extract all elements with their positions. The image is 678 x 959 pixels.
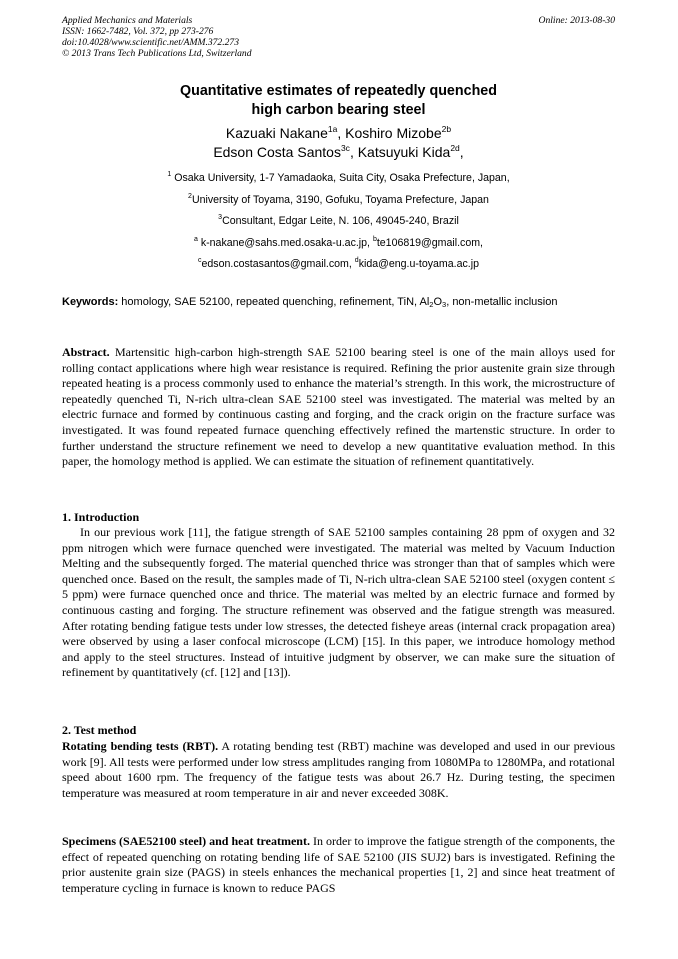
affiliation-1 [62,168,615,190]
author-sep: , [349,144,358,160]
email-line-1 [62,233,615,255]
author-name: Katsuyuki Kida [357,144,451,160]
email-sup: a [193,235,198,243]
affil-text: Osaka University, 1-7 Yamadaoka, Suita City, Osaka Prefecture, Japan, [171,172,510,184]
keywords-sub: 3 [442,300,447,309]
title-line-2: high carbon bearing steel [251,102,426,118]
author-sep: , [337,125,346,141]
author-name: Kazuaki Nakane [225,125,328,141]
section-heading-test-method: 2. Test method [62,723,137,737]
abstract-text: Martensitic high-carbon high-strength SAE 52100 bearing steel is one of the main alloys used for rolling contact applications where high wear resistance is required. Refining the prior austenite grain size through repeated heating is a process commonly used to enhance the material’s strength. In this work, the microstructure of repeatedly quenched Ti, N-rich ultra-clean SAE 52100 steel was investigated. The material was melted by an electric furnace and formed by continuous casting and forging, and the crack origin on the fracture surface was investigated. It was found repeated furnace quenching effectively refined the martenstic structure. In order to further understand the structure refinement we need to develop a new quantitative evaluation method. In this paper, the homology method is applied. We can estimate the situation of refinement quantitatively. [62,345,615,469]
affil-sup: 2 [188,192,192,200]
email-text: te106819@gmail.com, [376,236,483,249]
email-text: k-nakane@sahs.med.osaka-u.ac.jp, [197,236,373,249]
abstract [62,345,615,470]
author-sup: 3c [340,143,350,153]
affiliations [62,168,615,276]
introduction-text: In our previous work [11], the fatigue strength of SAE 52100 samples containing 28 ppm of oxygen and 32 ppm nitrogen which were furnace quenched were investigated. The material was melted by Vacuum Induction Melting and the subsequently forged. The material quenched thrice was stronger than that of samples which were quenched once. Based on the result, the samples made of Ti, N-rich ultra-clean SAE 52100 steel (oxygen content ≤ 5 ppm) were furnace quenched once and thrice. The material was melted by an electric furnace and formed by continuous casting and forging. The structure refinement was observed and the fatigue strength was measured. After rotating bending fatigue tests under low stresses, the detected fisheye areas (internal crack propagation area) were observed by using a laser confocal microscope (LCM) [15]. In this paper, we introduce homology method and apply to the steel structures. Instead of intuitive judgment by observer, we can make sure the situation of refinement by quantitatively (cf. [12] and [13]). [62,525,615,680]
affil-sup: 3 [218,214,223,221]
affil-sup: 1 [167,171,172,178]
keywords [62,295,615,311]
affil-text: Consultant, Edgar Leite, N. 106, 49045-240, Brazil [222,215,459,227]
keywords-text: , non-metallic inclusion [446,296,558,308]
author-line-2 [62,143,615,162]
email-line-2 [62,254,615,276]
author-sup: 2b [441,124,452,134]
affiliation-2 [62,190,615,212]
author-name: Edson Costa Santos [213,144,341,160]
rbt-text: A rotating bending test (RBT) machine was developed and used in our previous work [9]. All tests were performed under low stress amplitudes ranging from 1080MPa to 1280MPa, and rotational speed about 1600 rpm. The frequency of the fatigue tests was about 26.7 Hz. During testing, the specimen temperature was measured at room temperature in air and never exceeded 308K. [62,739,615,800]
keywords-text: homology, SAE 52100, repeated quenching, refinement, TiN, Al [118,296,430,308]
specimens-text: In order to improve the fatigue strength of the components, the effect of repeated quenching on rotating bending life of SAE 52100 (JIS SUJ2) bars is investigated. Refining the prior austenite grain size (PAGS) in steels enhances the mechanical properties [1, 2] and since heat treatment of temperature cycling in furnace is known to reduce PAGS [62,834,615,895]
paper-title [62,82,615,120]
author-line-1 [62,124,615,143]
keywords-text: O [433,296,443,308]
title-line-1: Quantitative estimates of repeatedly quenched [179,83,497,99]
affiliation-3 [62,211,615,233]
journal-header [62,15,615,59]
email-text: kida@eng.u-toyama.ac.jp [358,258,479,270]
journal-copyright: © 2013 Trans Tech Publications Ltd, Switzerland [62,48,252,59]
keywords-sub: 2 [429,300,434,309]
email-sup: d [354,257,359,264]
online-date: Online: 2013-08-30 [538,15,615,26]
author-sup: 1a [327,124,338,134]
keywords-label: Keywords: [62,296,119,308]
journal-issn: ISSN: 1662-7482, Vol. 372, pp 273-276 [62,26,214,37]
section-heading-introduction: 1. Introduction [62,510,140,524]
author-list [62,124,615,162]
author-name: Koshiro Mizobe [345,125,442,141]
journal-doi: doi:10.4028/www.scientific.net/AMM.372.273 [62,37,240,48]
affil-text: University of Toyama, 3190, Gofuku, Toyama Prefecture, Japan [191,193,489,206]
specimens-label: Specimens (SAE52100 steel) and heat treatment. [62,834,310,848]
rbt-paragraph [62,739,615,801]
email-text: edson.costasantos@gmail.com, [201,258,355,270]
rbt-label: Rotating bending tests (RBT). [62,739,219,753]
journal-name: Applied Mechanics and Materials [62,15,193,26]
specimens-paragraph [62,834,615,896]
email-sup: b [372,235,377,243]
abstract-label: Abstract. [62,345,110,359]
author-sup: 2d [450,143,460,153]
email-sup: c [198,257,202,264]
author-sep: , [459,144,464,160]
